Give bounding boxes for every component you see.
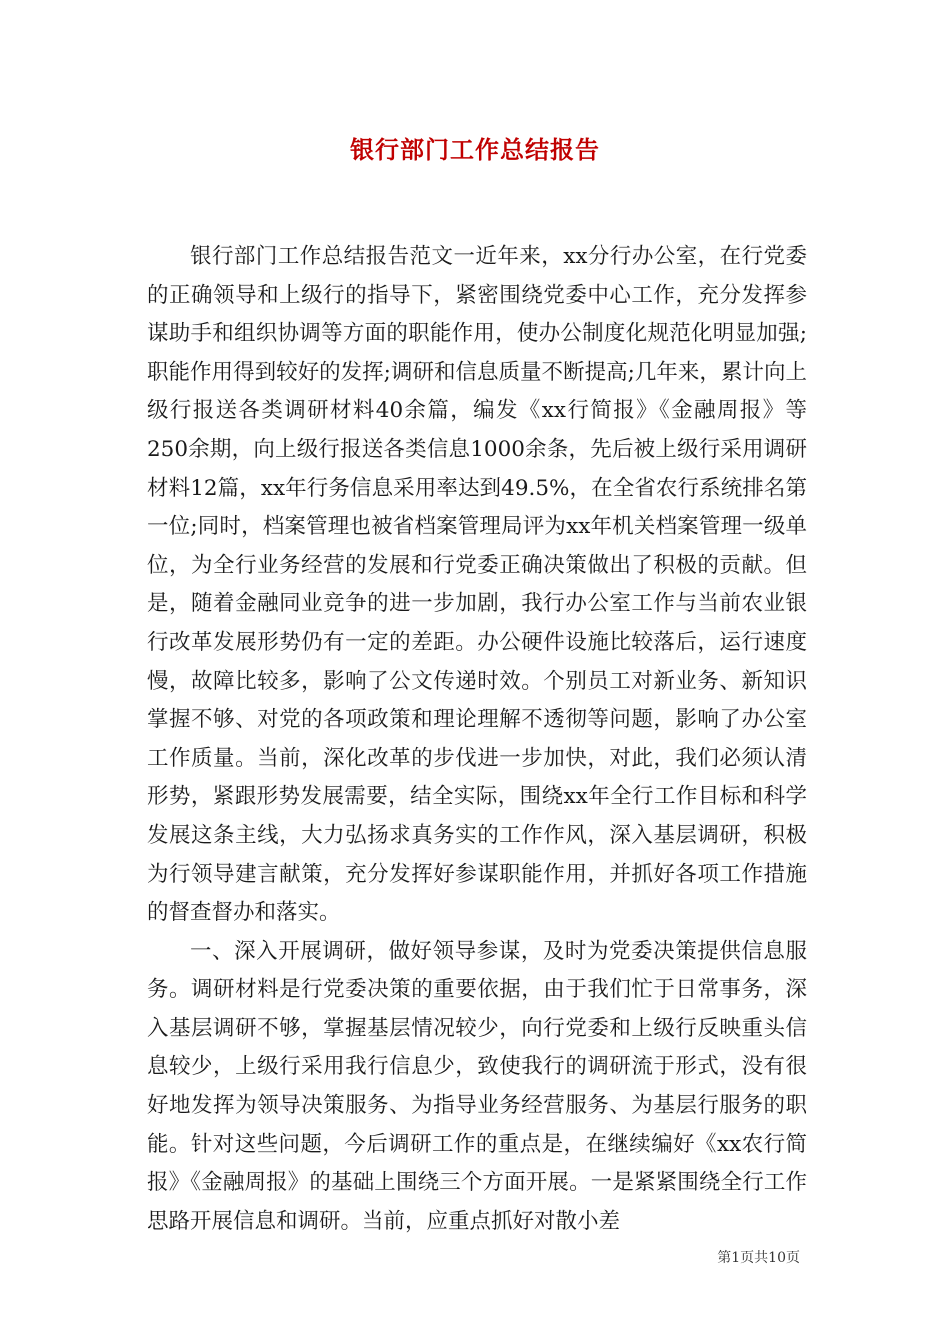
paragraph-2: 一、深入开展调研，做好领导参谋，及时为党委决策提供信息服务。调研材料是行党委决策的重要依据，由于我们忙于日常事务，深入基层调研不够，掌握基层情况较少，向行党委和上级行反映重头信息较少，上级行采用我行信息少，致使我行的调研流于形式，没有很好地发挥为领导决策服务、为指导业务经营服务、为基层行服务的职能。针对这些问题，今后调研工作的重点是，在继续编好《xx农行简报》《金融周报》的基础上围绕三个方面开展。一是紧紧围绕全行工作思路开展信息和调研。当前，应重点抓好对散小差 xyxy=(147,938,807,1234)
document-title: 银行部门工作总结报告 xyxy=(350,135,600,164)
paragraph-1: 银行部门工作总结报告范文一近年来，xx分行办公室，在行党委的正确领导和上级行的指导下，紧密围绕党委中心工作，充分发挥参谋助手和组织协调等方面的职能作用，使办公制度化规范化明显加强;职能作用得到较好的发挥;调研和信息质量不断提高;几年来，累计向上级行报送各类调研材料40余篇，编发《xx行简报》《金融周报》等250余期，向上级行报送各类信息1000余条，先后被上级行采用调研材料12篇，xx年行务信息采用率达到49.5%，在全省农行系统排名第一位;同时，档案管理也被省档案管理局评为xx年机关档案管理一级单位，为全行业务经营的发展和行党委正确决策做出了积极的贡献。但是，随着金融同业竞争的进一步加剧，我行办公室工作与当前农业银行改革发展形势仍有一定的差距。办公硬件设施比较落后，运行速度慢，故障比较多，影响了公文传递时效。个别员工对新业务、新知识掌握不够、对党的各项政策和理论理解不透彻等问题，影响了办公室工作质量。当前，深化改革的步伐进一步加快，对此，我们必须认清形势，紧跟形势发展需要，结全实际，围绕xx年全行工作目标和科学发展这条主线，大力弘扬求真务实的工作作风，深入基层调研，积极为行领导建言献策，充分发挥好参谋职能作用，并抓好各项工作措施的督查督办和落实。 xyxy=(147,244,807,926)
document-body xyxy=(147,238,807,1241)
page-number-footer: 第1页共10页 xyxy=(717,1250,800,1266)
